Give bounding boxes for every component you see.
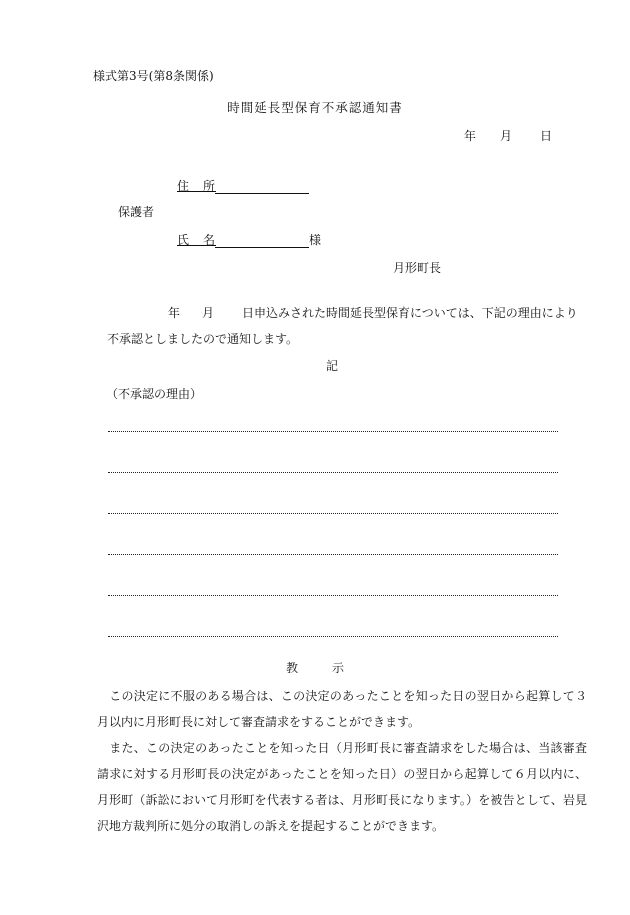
instruction-heading: 教示 <box>285 661 378 675</box>
address-label: 住 所 <box>177 179 217 193</box>
instruction-paragraph-1-text: この決定に不服のある場合は、この決定のあったことを知った日の翌日から起算して３月以内に月形町長に対して審査請求をすることができます。 <box>97 689 587 729</box>
issue-date-year: 年 <box>464 129 477 143</box>
body-line-1 <box>168 305 578 321</box>
document-title: 時間延長型保育不承認通知書 <box>227 100 403 115</box>
reason-label: （不承認の理由） <box>106 387 203 401</box>
body-line-2: 不承認としましたので通知します。 <box>107 332 299 346</box>
issuer: 月形町長 <box>393 261 442 275</box>
ki-heading: 記 <box>325 359 338 373</box>
issue-date-day: 日 <box>540 129 553 143</box>
address-blank-line <box>215 179 309 194</box>
issue-date-month: 月 <box>500 129 513 143</box>
name-label: 氏 名 <box>177 233 217 247</box>
address-field <box>177 178 309 194</box>
application-year: 年 <box>168 306 181 320</box>
form-number: 様式第3号(第8条関係) <box>93 69 214 83</box>
name-blank-line <box>215 233 309 248</box>
reason-line <box>108 513 558 514</box>
reason-line <box>108 595 558 596</box>
guardian-label: 保護者 <box>118 205 155 219</box>
body-sentence-1: 日申込みされた時間延長型保育については、下記の理由により <box>242 306 578 320</box>
instruction-paragraph-2 <box>97 735 587 839</box>
reason-line <box>108 636 558 637</box>
honorific: 様 <box>309 233 322 247</box>
reason-line <box>108 472 558 473</box>
reason-line <box>108 554 558 555</box>
reason-line <box>108 431 558 432</box>
application-month: 月 <box>202 306 215 320</box>
instruction-paragraph-1 <box>97 683 587 735</box>
issue-date <box>464 128 552 144</box>
instruction-paragraph-2-text: また、この決定のあったことを知った日（月形町長に審査請求をした場合は、当該審査請求に対する月形町長の決定があったことを知った日）の翌日から起算して６月以内に、月形町（訴訟において月形町を代表する者は、月形町長になります。）を被告として、岩見沢地方裁判所に処分の取消しの訴えを提起することができます。 <box>97 741 587 833</box>
name-field <box>177 232 321 248</box>
